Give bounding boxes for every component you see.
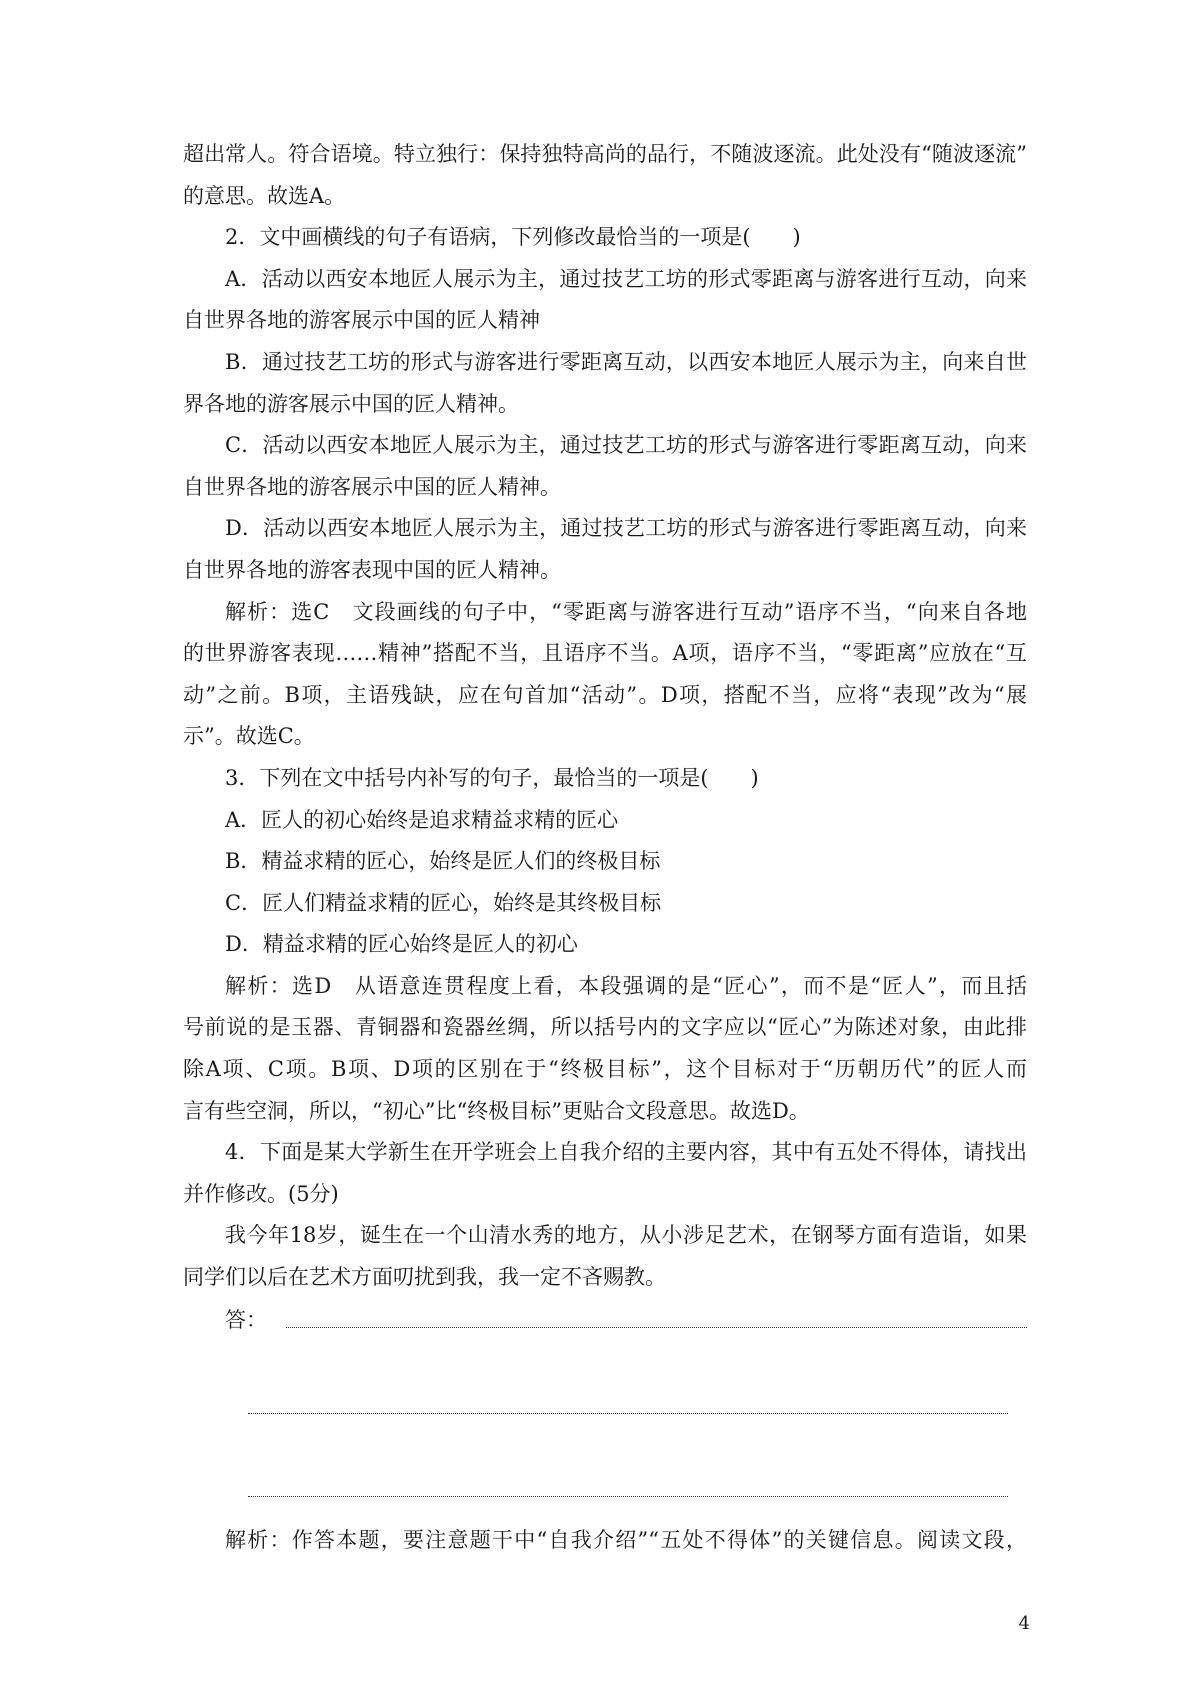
text-line: 3．下列在文中括号内补写的句子，最恰当的一项是( )	[225, 765, 759, 790]
text-line: C．活动以西安本地匠人展示为主，通过技艺工坊的形式与游客进行零距离互动，向来	[225, 433, 1027, 458]
tail-line: 解析：作答本题，要注意题干中“自我介绍”“五处不得体”的关键信息。阅读文段，	[225, 1528, 1027, 1552]
text-line: 号前说的是玉器、青铜器和瓷器丝绸，所以括号内的文字应以“匠心”为陈述对象，由此排	[183, 1015, 1027, 1040]
text-line: 的世界游客表现……精神”搭配不当，且语序不当。A项，语序不当，“零距离”应放在“互	[183, 641, 1027, 666]
text-line: 并作修改。(5分)	[183, 1181, 339, 1206]
answer-line-2	[248, 1413, 1008, 1414]
document-body	[183, 134, 1027, 1299]
text-line: 2．文中画横线的句子有语病，下列修改最恰当的一项是( )	[225, 225, 801, 250]
text-line: A．活动以西安本地匠人展示为主，通过技艺工坊的形式零距离与游客进行互动，向来	[225, 266, 1027, 291]
page-number: 4	[1018, 1613, 1030, 1634]
answer-line-3	[248, 1496, 1008, 1497]
text-line: 解析：选D 从语意连贯程度上看，本段强调的是“匠心”，而不是“匠人”，而且括	[225, 973, 1027, 998]
answer-row	[225, 1300, 1027, 1342]
text-line: B．精益求精的匠心，始终是匠人们的终极目标	[225, 849, 661, 874]
tail-paragraph	[183, 1520, 1027, 1562]
text-line: 解析：选C 文段画线的句子中，“零距离与游客进行互动”语序不当，“向来自各地	[225, 599, 1027, 624]
text-line: 自世界各地的游客展示中国的匠人精神。	[183, 474, 561, 499]
answer-label: 答：	[225, 1308, 267, 1332]
text-line: 言有些空洞，所以，“初心”比“终极目标”更贴合文段意思。故选D。	[183, 1098, 810, 1123]
text-line: 除A项、C项。B项、D项的区别在于“终极目标”，这个目标对于“历朝历代”的匠人而	[183, 1057, 1027, 1082]
text-line: C．匠人们精益求精的匠心，始终是其终极目标	[225, 890, 662, 915]
text-line: 同学们以后在艺术方面叨扰到我，我一定不吝赐教。	[183, 1265, 666, 1290]
text-line: A．匠人的初心始终是追求精益求精的匠心	[225, 807, 619, 832]
text-line: 我今年18岁，诞生在一个山清水秀的地方，从小涉足艺术，在钢琴方面有造诣，如果	[225, 1223, 1027, 1248]
text-line: D．精益求精的匠心始终是匠人的初心	[225, 932, 578, 957]
text-line: D．活动以西安本地匠人展示为主，通过技艺工坊的形式与游客进行零距离互动，向来	[225, 516, 1027, 541]
text-line: 动”之前。B项，主语残缺，应在句首加“活动”。D项，搭配不当，应将“表现”改为“展	[183, 682, 1027, 707]
text-line: 4．下面是某大学新生在开学班会上自我介绍的主要内容，其中有五处不得体，请找出	[225, 1140, 1027, 1165]
text-line: B．通过技艺工坊的形式与游客进行零距离互动，以西安本地匠人展示为主，向来自世	[225, 349, 1027, 374]
text-line: 示”。故选C。	[183, 724, 315, 749]
text-line: 自世界各地的游客表现中国的匠人精神。	[183, 557, 561, 582]
answer-line-1	[286, 1327, 1027, 1328]
text-line: 的意思。故选A。	[183, 183, 346, 208]
text-line: 界各地的游客展示中国的匠人精神。	[183, 391, 519, 416]
text-line: 超出常人。符合语境。特立独行：保持独特高尚的品行，不随波逐流。此处没有“随波逐流”	[183, 142, 1027, 166]
text-line: 自世界各地的游客展示中国的匠人精神	[183, 308, 540, 333]
